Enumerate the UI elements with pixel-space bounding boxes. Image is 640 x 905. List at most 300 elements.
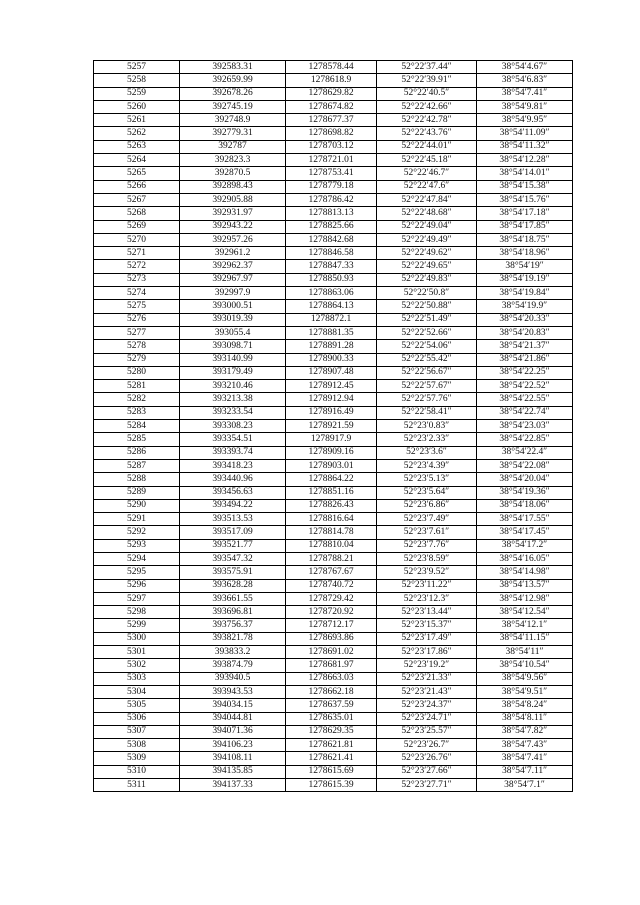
- latitude-cell: 52°23′26.7″: [377, 739, 477, 752]
- y-coordinate-cell: 1278917.9: [286, 433, 377, 446]
- table-row: [94, 712, 573, 725]
- x-coordinate-cell: 393213.38: [180, 393, 286, 406]
- table-row: [94, 193, 573, 206]
- longitude-cell: 38°54′7.1″: [477, 779, 573, 792]
- point-number-cell: 5271: [94, 247, 180, 260]
- x-coordinate-cell: 394071.36: [180, 725, 286, 738]
- y-coordinate-cell: 1278909.16: [286, 446, 377, 459]
- table-row: [94, 592, 573, 605]
- longitude-cell: 38°54′19.9″: [477, 300, 573, 313]
- x-coordinate-cell: 392823.3: [180, 154, 286, 167]
- y-coordinate-cell: 1278618.9: [286, 74, 377, 87]
- longitude-cell: 38°54′7.41″: [477, 87, 573, 100]
- x-coordinate-cell: 393513.53: [180, 513, 286, 526]
- table-row: [94, 739, 573, 752]
- x-coordinate-cell: 392583.31: [180, 61, 286, 74]
- latitude-cell: 52°23′19.2″: [377, 659, 477, 672]
- latitude-cell: 52°23′11.22″: [377, 579, 477, 592]
- latitude-cell: 52°22′50.88″: [377, 300, 477, 313]
- table-row: [94, 552, 573, 565]
- table-row: [94, 646, 573, 659]
- table-row: [94, 180, 573, 193]
- table-row: [94, 606, 573, 619]
- x-coordinate-cell: 394034.15: [180, 699, 286, 712]
- x-coordinate-cell: 393354.51: [180, 433, 286, 446]
- table-row: [94, 433, 573, 446]
- x-coordinate-cell: 393575.91: [180, 566, 286, 579]
- y-coordinate-cell: 1278872.1: [286, 313, 377, 326]
- table-row: [94, 260, 573, 273]
- table-row: [94, 566, 573, 579]
- table-row: [94, 499, 573, 512]
- y-coordinate-cell: 1278891.28: [286, 340, 377, 353]
- latitude-cell: 52°22′40.5″: [377, 87, 477, 100]
- longitude-cell: 38°54′22.52″: [477, 380, 573, 393]
- longitude-cell: 38°54′11″: [477, 646, 573, 659]
- point-number-cell: 5311: [94, 779, 180, 792]
- longitude-cell: 38°54′23.03″: [477, 420, 573, 433]
- latitude-cell: 52°23′24.37″: [377, 699, 477, 712]
- x-coordinate-cell: 392957.26: [180, 233, 286, 246]
- latitude-cell: 52°23′27.66″: [377, 765, 477, 778]
- x-coordinate-cell: 393393.74: [180, 446, 286, 459]
- table-row: [94, 779, 573, 792]
- x-coordinate-cell: 393517.09: [180, 526, 286, 539]
- x-coordinate-cell: 392997.9: [180, 287, 286, 300]
- table-row: [94, 167, 573, 180]
- y-coordinate-cell: 1278903.01: [286, 459, 377, 472]
- x-coordinate-cell: 393233.54: [180, 406, 286, 419]
- x-coordinate-cell: 394106.23: [180, 739, 286, 752]
- x-coordinate-cell: 393179.49: [180, 366, 286, 379]
- table-row: [94, 207, 573, 220]
- x-coordinate-cell: 393440.96: [180, 473, 286, 486]
- point-number-cell: 5269: [94, 220, 180, 233]
- point-number-cell: 5309: [94, 752, 180, 765]
- x-coordinate-cell: 392898.43: [180, 180, 286, 193]
- longitude-cell: 38°54′20.33″: [477, 313, 573, 326]
- x-coordinate-cell: 392943.22: [180, 220, 286, 233]
- latitude-cell: 52°23′15.37″: [377, 619, 477, 632]
- longitude-cell: 38°54′9.51″: [477, 685, 573, 698]
- longitude-cell: 38°54′22.4″: [477, 446, 573, 459]
- x-coordinate-cell: 392779.31: [180, 127, 286, 140]
- latitude-cell: 52°23′26.76″: [377, 752, 477, 765]
- longitude-cell: 38°54′7.82″: [477, 725, 573, 738]
- longitude-cell: 38°54′21.37″: [477, 340, 573, 353]
- point-number-cell: 5295: [94, 566, 180, 579]
- point-number-cell: 5306: [94, 712, 180, 725]
- y-coordinate-cell: 1278810.04: [286, 539, 377, 552]
- latitude-cell: 52°23′27.71″: [377, 779, 477, 792]
- point-number-cell: 5280: [94, 366, 180, 379]
- longitude-cell: 38°54′11.15″: [477, 632, 573, 645]
- longitude-cell: 38°54′14.98″: [477, 566, 573, 579]
- latitude-cell: 52°22′54.06″: [377, 340, 477, 353]
- point-number-cell: 5274: [94, 287, 180, 300]
- x-coordinate-cell: 393456.63: [180, 486, 286, 499]
- point-number-cell: 5297: [94, 592, 180, 605]
- y-coordinate-cell: 1278729.42: [286, 592, 377, 605]
- table-row: [94, 632, 573, 645]
- x-coordinate-cell: 392787: [180, 140, 286, 153]
- table-row: [94, 446, 573, 459]
- table-row: [94, 486, 573, 499]
- longitude-cell: 38°54′12.98″: [477, 592, 573, 605]
- longitude-cell: 38°54′4.67″: [477, 61, 573, 74]
- point-number-cell: 5285: [94, 433, 180, 446]
- table-row: [94, 247, 573, 260]
- y-coordinate-cell: 1278674.82: [286, 100, 377, 113]
- y-coordinate-cell: 1278912.94: [286, 393, 377, 406]
- latitude-cell: 52°23′8.59″: [377, 552, 477, 565]
- table-row: [94, 725, 573, 738]
- x-coordinate-cell: 392905.88: [180, 193, 286, 206]
- table-row: [94, 393, 573, 406]
- point-number-cell: 5289: [94, 486, 180, 499]
- point-number-cell: 5284: [94, 420, 180, 433]
- longitude-cell: 38°54′9.95″: [477, 114, 573, 127]
- longitude-cell: 38°54′17.85″: [477, 220, 573, 233]
- latitude-cell: 52°23′3.6″: [377, 446, 477, 459]
- table-row: [94, 313, 573, 326]
- y-coordinate-cell: 1278814.78: [286, 526, 377, 539]
- longitude-cell: 38°54′19.19″: [477, 273, 573, 286]
- table-row: [94, 233, 573, 246]
- point-number-cell: 5296: [94, 579, 180, 592]
- y-coordinate-cell: 1278842.68: [286, 233, 377, 246]
- longitude-cell: 38°54′17.55″: [477, 513, 573, 526]
- longitude-cell: 38°54′22.08″: [477, 459, 573, 472]
- x-coordinate-cell: 393055.4: [180, 326, 286, 339]
- latitude-cell: 52°23′9.52″: [377, 566, 477, 579]
- longitude-cell: 38°54′7.11″: [477, 765, 573, 778]
- y-coordinate-cell: 1278712.17: [286, 619, 377, 632]
- point-number-cell: 5291: [94, 513, 180, 526]
- latitude-cell: 52°23′6.86″: [377, 499, 477, 512]
- y-coordinate-cell: 1278813.13: [286, 207, 377, 220]
- latitude-cell: 52°23′4.39″: [377, 459, 477, 472]
- longitude-cell: 38°54′13.57″: [477, 579, 573, 592]
- y-coordinate-cell: 1278907.48: [286, 366, 377, 379]
- longitude-cell: 38°54′8.11″: [477, 712, 573, 725]
- table-row: [94, 619, 573, 632]
- table-row: [94, 752, 573, 765]
- x-coordinate-cell: 393833.2: [180, 646, 286, 659]
- point-number-cell: 5264: [94, 154, 180, 167]
- point-number-cell: 5270: [94, 233, 180, 246]
- x-coordinate-cell: 392962.37: [180, 260, 286, 273]
- latitude-cell: 52°22′57.76″: [377, 393, 477, 406]
- x-coordinate-cell: 392745.19: [180, 100, 286, 113]
- x-coordinate-cell: 393418.23: [180, 459, 286, 472]
- y-coordinate-cell: 1278693.86: [286, 632, 377, 645]
- y-coordinate-cell: 1278826.43: [286, 499, 377, 512]
- latitude-cell: 52°23′5.64″: [377, 486, 477, 499]
- x-coordinate-cell: 393547.32: [180, 552, 286, 565]
- longitude-cell: 38°54′11.32″: [477, 140, 573, 153]
- latitude-cell: 52°22′55.42″: [377, 353, 477, 366]
- latitude-cell: 52°22′49.49″: [377, 233, 477, 246]
- point-number-cell: 5278: [94, 340, 180, 353]
- table-row: [94, 61, 573, 74]
- latitude-cell: 52°22′47.6″: [377, 180, 477, 193]
- table-row: [94, 579, 573, 592]
- x-coordinate-cell: 393940.5: [180, 672, 286, 685]
- longitude-cell: 38°54′12.1″: [477, 619, 573, 632]
- latitude-cell: 52°23′0.83″: [377, 420, 477, 433]
- point-number-cell: 5299: [94, 619, 180, 632]
- y-coordinate-cell: 1278921.59: [286, 420, 377, 433]
- x-coordinate-cell: 392961.2: [180, 247, 286, 260]
- point-number-cell: 5298: [94, 606, 180, 619]
- point-number-cell: 5261: [94, 114, 180, 127]
- x-coordinate-cell: 393521.77: [180, 539, 286, 552]
- longitude-cell: 38°54′14.01″: [477, 167, 573, 180]
- latitude-cell: 52°23′17.49″: [377, 632, 477, 645]
- x-coordinate-cell: 393019.39: [180, 313, 286, 326]
- longitude-cell: 38°54′20.04″: [477, 473, 573, 486]
- point-number-cell: 5307: [94, 725, 180, 738]
- point-number-cell: 5279: [94, 353, 180, 366]
- longitude-cell: 38°54′12.28″: [477, 154, 573, 167]
- table-row: [94, 539, 573, 552]
- longitude-cell: 38°54′8.24″: [477, 699, 573, 712]
- y-coordinate-cell: 1278900.33: [286, 353, 377, 366]
- y-coordinate-cell: 1278779.18: [286, 180, 377, 193]
- x-coordinate-cell: 393000.51: [180, 300, 286, 313]
- latitude-cell: 52°22′46.7″: [377, 167, 477, 180]
- latitude-cell: 52°22′48.68″: [377, 207, 477, 220]
- table-row: [94, 287, 573, 300]
- x-coordinate-cell: 393756.37: [180, 619, 286, 632]
- point-number-cell: 5273: [94, 273, 180, 286]
- longitude-cell: 38°54′19.84″: [477, 287, 573, 300]
- point-number-cell: 5266: [94, 180, 180, 193]
- point-number-cell: 5262: [94, 127, 180, 140]
- point-number-cell: 5301: [94, 646, 180, 659]
- point-number-cell: 5294: [94, 552, 180, 565]
- point-number-cell: 5272: [94, 260, 180, 273]
- latitude-cell: 52°22′56.67″: [377, 366, 477, 379]
- x-coordinate-cell: 393821.78: [180, 632, 286, 645]
- table-row: [94, 87, 573, 100]
- x-coordinate-cell: 394135.85: [180, 765, 286, 778]
- coordinate-table-body: [94, 61, 573, 792]
- table-row: [94, 353, 573, 366]
- point-number-cell: 5281: [94, 380, 180, 393]
- y-coordinate-cell: 1278881.35: [286, 326, 377, 339]
- y-coordinate-cell: 1278786.42: [286, 193, 377, 206]
- latitude-cell: 52°22′45.18″: [377, 154, 477, 167]
- latitude-cell: 52°22′43.76″: [377, 127, 477, 140]
- table-row: [94, 100, 573, 113]
- point-number-cell: 5268: [94, 207, 180, 220]
- point-number-cell: 5282: [94, 393, 180, 406]
- latitude-cell: 52°22′49.83″: [377, 273, 477, 286]
- table-row: [94, 765, 573, 778]
- y-coordinate-cell: 1278846.58: [286, 247, 377, 260]
- latitude-cell: 52°23′7.61″: [377, 526, 477, 539]
- y-coordinate-cell: 1278578.44: [286, 61, 377, 74]
- longitude-cell: 38°54′12.54″: [477, 606, 573, 619]
- y-coordinate-cell: 1278863.06: [286, 287, 377, 300]
- longitude-cell: 38°54′16.05″: [477, 552, 573, 565]
- x-coordinate-cell: 394108.11: [180, 752, 286, 765]
- coordinate-table: [93, 60, 573, 792]
- x-coordinate-cell: 392870.5: [180, 167, 286, 180]
- x-coordinate-cell: 392748.9: [180, 114, 286, 127]
- table-row: [94, 220, 573, 233]
- latitude-cell: 52°22′49.04″: [377, 220, 477, 233]
- latitude-cell: 52°22′51.49″: [377, 313, 477, 326]
- table-row: [94, 513, 573, 526]
- y-coordinate-cell: 1278912.45: [286, 380, 377, 393]
- point-number-cell: 5310: [94, 765, 180, 778]
- y-coordinate-cell: 1278721.01: [286, 154, 377, 167]
- point-number-cell: 5287: [94, 459, 180, 472]
- y-coordinate-cell: 1278621.81: [286, 739, 377, 752]
- latitude-cell: 52°22′52.66″: [377, 326, 477, 339]
- table-row: [94, 699, 573, 712]
- longitude-cell: 38°54′17.45″: [477, 526, 573, 539]
- table-row: [94, 273, 573, 286]
- point-number-cell: 5292: [94, 526, 180, 539]
- point-number-cell: 5290: [94, 499, 180, 512]
- y-coordinate-cell: 1278864.13: [286, 300, 377, 313]
- latitude-cell: 52°23′13.44″: [377, 606, 477, 619]
- y-coordinate-cell: 1278615.69: [286, 765, 377, 778]
- latitude-cell: 52°22′42.66″: [377, 100, 477, 113]
- latitude-cell: 52°23′21.43″: [377, 685, 477, 698]
- longitude-cell: 38°54′22.74″: [477, 406, 573, 419]
- longitude-cell: 38°54′19″: [477, 260, 573, 273]
- point-number-cell: 5308: [94, 739, 180, 752]
- longitude-cell: 38°54′9.56″: [477, 672, 573, 685]
- point-number-cell: 5302: [94, 659, 180, 672]
- table-row: [94, 659, 573, 672]
- y-coordinate-cell: 1278767.67: [286, 566, 377, 579]
- table-row: [94, 459, 573, 472]
- table-row: [94, 366, 573, 379]
- x-coordinate-cell: 393661.55: [180, 592, 286, 605]
- y-coordinate-cell: 1278662.18: [286, 685, 377, 698]
- y-coordinate-cell: 1278703.12: [286, 140, 377, 153]
- y-coordinate-cell: 1278615.39: [286, 779, 377, 792]
- table-row: [94, 140, 573, 153]
- point-number-cell: 5275: [94, 300, 180, 313]
- longitude-cell: 38°54′11.09″: [477, 127, 573, 140]
- point-number-cell: 5300: [94, 632, 180, 645]
- x-coordinate-cell: 393494.22: [180, 499, 286, 512]
- point-number-cell: 5293: [94, 539, 180, 552]
- y-coordinate-cell: 1278864.22: [286, 473, 377, 486]
- latitude-cell: 52°22′39.91″: [377, 74, 477, 87]
- latitude-cell: 52°23′12.3″: [377, 592, 477, 605]
- longitude-cell: 38°54′22.55″: [477, 393, 573, 406]
- point-number-cell: 5260: [94, 100, 180, 113]
- latitude-cell: 52°23′21.33″: [377, 672, 477, 685]
- longitude-cell: 38°54′18.96″: [477, 247, 573, 260]
- y-coordinate-cell: 1278788.21: [286, 552, 377, 565]
- table-row: [94, 526, 573, 539]
- x-coordinate-cell: 393943.53: [180, 685, 286, 698]
- latitude-cell: 52°22′57.67″: [377, 380, 477, 393]
- point-number-cell: 5258: [94, 74, 180, 87]
- y-coordinate-cell: 1278621.41: [286, 752, 377, 765]
- latitude-cell: 52°22′42.78″: [377, 114, 477, 127]
- longitude-cell: 38°54′9.81″: [477, 100, 573, 113]
- table-row: [94, 154, 573, 167]
- y-coordinate-cell: 1278629.82: [286, 87, 377, 100]
- y-coordinate-cell: 1278847.33: [286, 260, 377, 273]
- table-row: [94, 473, 573, 486]
- x-coordinate-cell: 393308.23: [180, 420, 286, 433]
- x-coordinate-cell: 392931.97: [180, 207, 286, 220]
- longitude-cell: 38°54′17.2″: [477, 539, 573, 552]
- longitude-cell: 38°54′18.75″: [477, 233, 573, 246]
- longitude-cell: 38°54′20.83″: [477, 326, 573, 339]
- y-coordinate-cell: 1278637.59: [286, 699, 377, 712]
- longitude-cell: 38°54′19.36″: [477, 486, 573, 499]
- point-number-cell: 5304: [94, 685, 180, 698]
- latitude-cell: 52°23′25.57″: [377, 725, 477, 738]
- point-number-cell: 5305: [94, 699, 180, 712]
- point-number-cell: 5263: [94, 140, 180, 153]
- point-number-cell: 5303: [94, 672, 180, 685]
- x-coordinate-cell: 393696.81: [180, 606, 286, 619]
- point-number-cell: 5267: [94, 193, 180, 206]
- longitude-cell: 38°54′10.54″: [477, 659, 573, 672]
- longitude-cell: 38°54′6.83″: [477, 74, 573, 87]
- table-row: [94, 114, 573, 127]
- longitude-cell: 38°54′22.25″: [477, 366, 573, 379]
- latitude-cell: 52°22′50.8″: [377, 287, 477, 300]
- longitude-cell: 38°54′7.41″: [477, 752, 573, 765]
- longitude-cell: 38°54′22.85″: [477, 433, 573, 446]
- x-coordinate-cell: 393874.79: [180, 659, 286, 672]
- x-coordinate-cell: 392967.97: [180, 273, 286, 286]
- y-coordinate-cell: 1278681.97: [286, 659, 377, 672]
- table-row: [94, 127, 573, 140]
- table-row: [94, 672, 573, 685]
- x-coordinate-cell: 392678.26: [180, 87, 286, 100]
- y-coordinate-cell: 1278635.01: [286, 712, 377, 725]
- point-number-cell: 5276: [94, 313, 180, 326]
- x-coordinate-cell: 394044.81: [180, 712, 286, 725]
- point-number-cell: 5277: [94, 326, 180, 339]
- y-coordinate-cell: 1278816.64: [286, 513, 377, 526]
- longitude-cell: 38°54′18.06″: [477, 499, 573, 512]
- y-coordinate-cell: 1278740.72: [286, 579, 377, 592]
- latitude-cell: 52°23′5.13″: [377, 473, 477, 486]
- table-row: [94, 420, 573, 433]
- latitude-cell: 52°22′37.44″: [377, 61, 477, 74]
- table-row: [94, 300, 573, 313]
- latitude-cell: 52°23′17.86″: [377, 646, 477, 659]
- longitude-cell: 38°54′7.43″: [477, 739, 573, 752]
- latitude-cell: 52°22′44.01″: [377, 140, 477, 153]
- longitude-cell: 38°54′15.38″: [477, 180, 573, 193]
- point-number-cell: 5259: [94, 87, 180, 100]
- y-coordinate-cell: 1278691.02: [286, 646, 377, 659]
- longitude-cell: 38°54′21.86″: [477, 353, 573, 366]
- y-coordinate-cell: 1278825.66: [286, 220, 377, 233]
- x-coordinate-cell: 393140.99: [180, 353, 286, 366]
- x-coordinate-cell: 393098.71: [180, 340, 286, 353]
- y-coordinate-cell: 1278916.49: [286, 406, 377, 419]
- table-row: [94, 340, 573, 353]
